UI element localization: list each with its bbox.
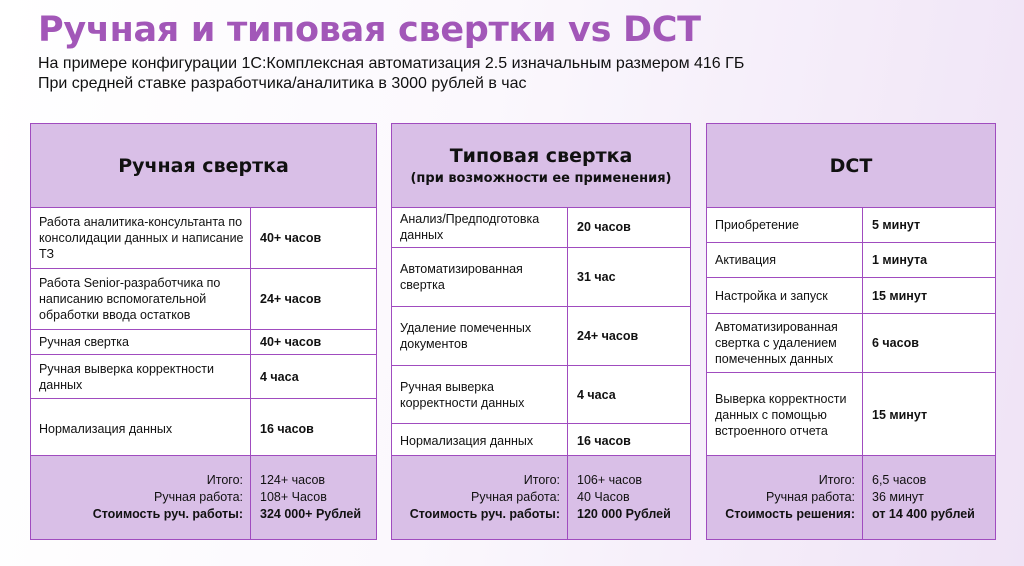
total-value: 124+ часов — [260, 473, 326, 487]
table-row — [392, 366, 690, 424]
card-header — [31, 124, 376, 208]
row-label: Удаление помеченных документов — [392, 307, 568, 365]
row-value: 15 минут — [872, 288, 928, 303]
row-label: Работа аналитика-консультанта по консолидации данных и написание ТЗ — [31, 207, 251, 268]
manual-work-value: 108+ Часов — [260, 490, 327, 504]
table-row — [707, 207, 995, 243]
page-subtitle-rate: При средней ставке разработчика/аналитика в 3000 рублей в час — [38, 75, 527, 92]
table-row — [392, 424, 690, 458]
row-value: 5 минут — [872, 217, 921, 232]
cost-value: 324 000+ Рублей — [260, 507, 362, 521]
table-row — [31, 355, 376, 399]
total-label: Итого: — [523, 473, 560, 487]
row-label: Настройка и запуск — [707, 278, 863, 313]
total-value: 106+ часов — [577, 473, 643, 487]
total-label: Итого: — [818, 473, 855, 487]
row-value: 4 часа — [260, 369, 299, 384]
cost-label: Стоимость руч. работы: — [409, 507, 560, 521]
row-value: 24+ часов — [260, 292, 322, 306]
card-title: DCT — [829, 154, 873, 177]
card-summary — [707, 455, 995, 539]
summary-labels — [392, 456, 568, 539]
table-row — [31, 207, 376, 269]
cost-label: Стоимость решения: — [725, 507, 855, 521]
card-rows — [392, 207, 690, 458]
summary-values — [251, 456, 376, 539]
row-value: 4 часа — [577, 387, 616, 402]
table-row — [31, 330, 376, 355]
row-label: Нормализация данных — [392, 424, 568, 458]
manual-work-label: Ручная работа: — [766, 490, 855, 504]
card-title: Типовая свертка — [449, 144, 633, 167]
dct-card — [706, 123, 996, 540]
row-value: 16 часов — [577, 434, 631, 448]
table-row — [707, 278, 995, 314]
total-label: Итого: — [206, 473, 243, 487]
cost-value: от 14 400 рублей — [872, 507, 975, 521]
row-value: 20 часов — [577, 220, 631, 234]
cost-value: 120 000 Рублей — [577, 507, 671, 521]
row-value: 24+ часов — [577, 329, 639, 343]
card-summary — [392, 455, 690, 539]
card-header — [392, 124, 690, 208]
row-label: Работа Senior-разработчика по написанию вспомогательной обработки ввода остатков — [31, 269, 251, 329]
card-header — [707, 124, 995, 208]
total-value: 6,5 часов — [872, 473, 927, 487]
table-row — [707, 373, 995, 457]
table-row — [31, 399, 376, 458]
row-label: Выверка корректности данных с помощью встроенного отчета — [707, 373, 863, 457]
summary-values — [863, 456, 995, 539]
summary-labels — [31, 456, 251, 539]
row-value: 40+ часов — [260, 230, 322, 245]
card-subtitle: (при возможности ее применения) — [410, 170, 672, 186]
row-value: 31 час — [577, 270, 616, 284]
card-summary — [31, 455, 376, 539]
table-row — [31, 269, 376, 330]
table-row — [707, 243, 995, 278]
manual-work-label: Ручная работа: — [154, 490, 243, 504]
row-label: Автоматизированная свертка с удалением помеченных данных — [707, 314, 863, 372]
table-row — [707, 314, 995, 373]
page-subtitle-config: На примере конфигурации 1С:Комплексная автоматизация 2.5 изначальным размером 416 ГБ — [38, 55, 745, 72]
manual-work-value: 36 минут — [872, 490, 924, 504]
row-value: 15 минут — [872, 408, 928, 422]
row-value: 16 часов — [260, 421, 314, 436]
row-value: 1 минута — [872, 253, 928, 267]
cost-label: Стоимость руч. работы: — [92, 507, 243, 521]
row-label: Нормализация данных — [31, 399, 251, 458]
summary-labels — [707, 456, 863, 539]
row-label: Активация — [707, 243, 863, 277]
row-label: Анализ/Предподготовка данных — [392, 207, 568, 247]
summary-values — [568, 456, 690, 539]
row-label: Ручная выверка корректности данных — [392, 366, 568, 423]
table-row — [392, 248, 690, 307]
row-value: 6 часов — [872, 336, 919, 350]
table-row — [392, 207, 690, 248]
card-rows — [707, 207, 995, 457]
row-label: Автоматизированная свертка — [392, 248, 568, 306]
typical-convolution-card — [391, 123, 691, 540]
card-rows — [31, 207, 376, 458]
row-value: 40+ часов — [260, 335, 322, 349]
manual-work-value: 40 Часов — [577, 490, 630, 504]
manual-work-label: Ручная работа: — [471, 490, 560, 504]
page-title: Ручная и типовая свертки vs DCT — [38, 10, 701, 50]
table-row — [392, 307, 690, 366]
row-label: Ручная выверка корректности данных — [31, 355, 251, 398]
card-title: Ручная свертка — [118, 154, 289, 177]
row-label: Ручная свертка — [31, 330, 251, 354]
manual-convolution-card — [30, 123, 377, 540]
row-label: Приобретение — [707, 207, 863, 242]
